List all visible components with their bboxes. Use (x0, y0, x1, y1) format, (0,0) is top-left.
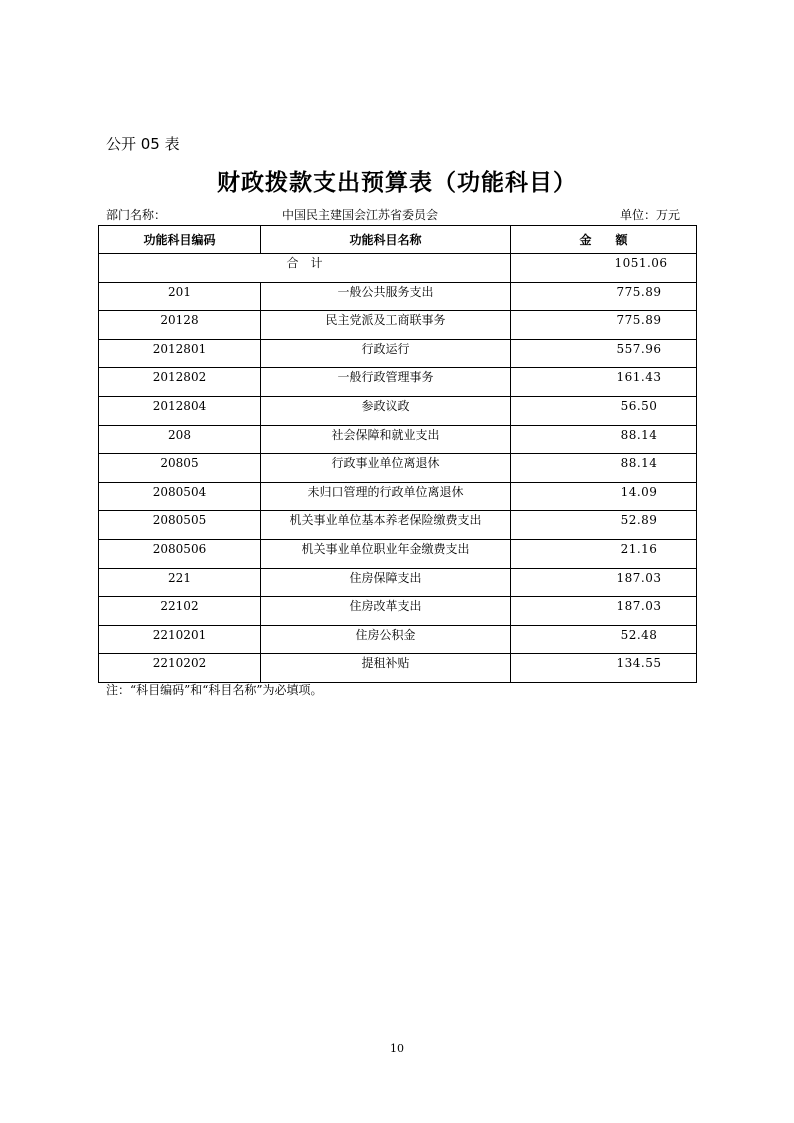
cell-name: 一般行政管理事务 (261, 368, 511, 397)
cell-code: 2012802 (99, 368, 261, 397)
cell-code: 2080505 (99, 511, 261, 540)
cell-amount: 775.89 (511, 311, 697, 340)
table-row (99, 539, 697, 568)
cell-amount: 14.09 (511, 482, 697, 511)
cell-amount: 21.16 (511, 539, 697, 568)
cell-amount: 88.14 (511, 425, 697, 454)
cell-code: 2080504 (99, 482, 261, 511)
cell-name: 住房改革支出 (261, 597, 511, 626)
table-row (99, 625, 697, 654)
page-number: 10 (390, 1042, 404, 1055)
department-label: 部门名称： (106, 208, 167, 222)
cell-name: 行政运行 (261, 339, 511, 368)
page-title: 财政拨款支出预算表（功能科目） (217, 170, 577, 196)
table-row (99, 597, 697, 626)
cell-name: 未归口管理的行政单位离退休 (261, 482, 511, 511)
cell-amount: 134.55 (511, 654, 697, 683)
budget-table (98, 225, 697, 683)
cell-name: 机关事业单位职业年金缴费支出 (261, 539, 511, 568)
table-row (99, 454, 697, 483)
footnote: 注：“科目编码”和“科目名称”为必填项。 (106, 683, 323, 697)
table-row (99, 311, 697, 340)
cell-amount: 52.48 (511, 625, 697, 654)
cell-amount: 88.14 (511, 454, 697, 483)
cell-code: 221 (99, 568, 261, 597)
cell-code: 20128 (99, 311, 261, 340)
table-row (99, 282, 697, 311)
cell-code: 2012804 (99, 396, 261, 425)
cell-code: 20805 (99, 454, 261, 483)
cell-name: 一般公共服务支出 (261, 282, 511, 311)
total-amount: 1051.06 (511, 254, 697, 283)
cell-amount: 187.03 (511, 568, 697, 597)
cell-amount: 52.89 (511, 511, 697, 540)
cell-name: 社会保障和就业支出 (261, 425, 511, 454)
header-amount: 金 额 (511, 226, 697, 254)
cell-name: 机关事业单位基本养老保险缴费支出 (261, 511, 511, 540)
total-label: 合 计 (99, 254, 511, 283)
cell-amount: 557.96 (511, 339, 697, 368)
table-row (99, 511, 697, 540)
form-number: 公开 05 表 (106, 135, 180, 153)
table-row (99, 339, 697, 368)
cell-name: 住房公积金 (261, 625, 511, 654)
unit-label: 单位：万元 (620, 208, 681, 222)
cell-name: 行政事业单位离退休 (261, 454, 511, 483)
total-row (99, 254, 697, 283)
table-row (99, 396, 697, 425)
cell-code: 201 (99, 282, 261, 311)
cell-amount: 775.89 (511, 282, 697, 311)
cell-code: 2080506 (99, 539, 261, 568)
cell-code: 22102 (99, 597, 261, 626)
cell-amount: 187.03 (511, 597, 697, 626)
cell-name: 民主党派及工商联事务 (261, 311, 511, 340)
table-row (99, 425, 697, 454)
cell-amount: 56.50 (511, 396, 697, 425)
table-row (99, 482, 697, 511)
cell-name: 参政议政 (261, 396, 511, 425)
cell-amount: 161.43 (511, 368, 697, 397)
table-header-row (99, 226, 697, 254)
header-code: 功能科目编码 (99, 226, 261, 254)
cell-code: 208 (99, 425, 261, 454)
table-row (99, 368, 697, 397)
cell-name: 提租补贴 (261, 654, 511, 683)
table-row (99, 654, 697, 683)
cell-code: 2012801 (99, 339, 261, 368)
department-name: 中国民主建国会江苏省委员会 (282, 208, 439, 222)
cell-code: 2210202 (99, 654, 261, 683)
cell-name: 住房保障支出 (261, 568, 511, 597)
table-row (99, 568, 697, 597)
header-name: 功能科目名称 (261, 226, 511, 254)
cell-code: 2210201 (99, 625, 261, 654)
